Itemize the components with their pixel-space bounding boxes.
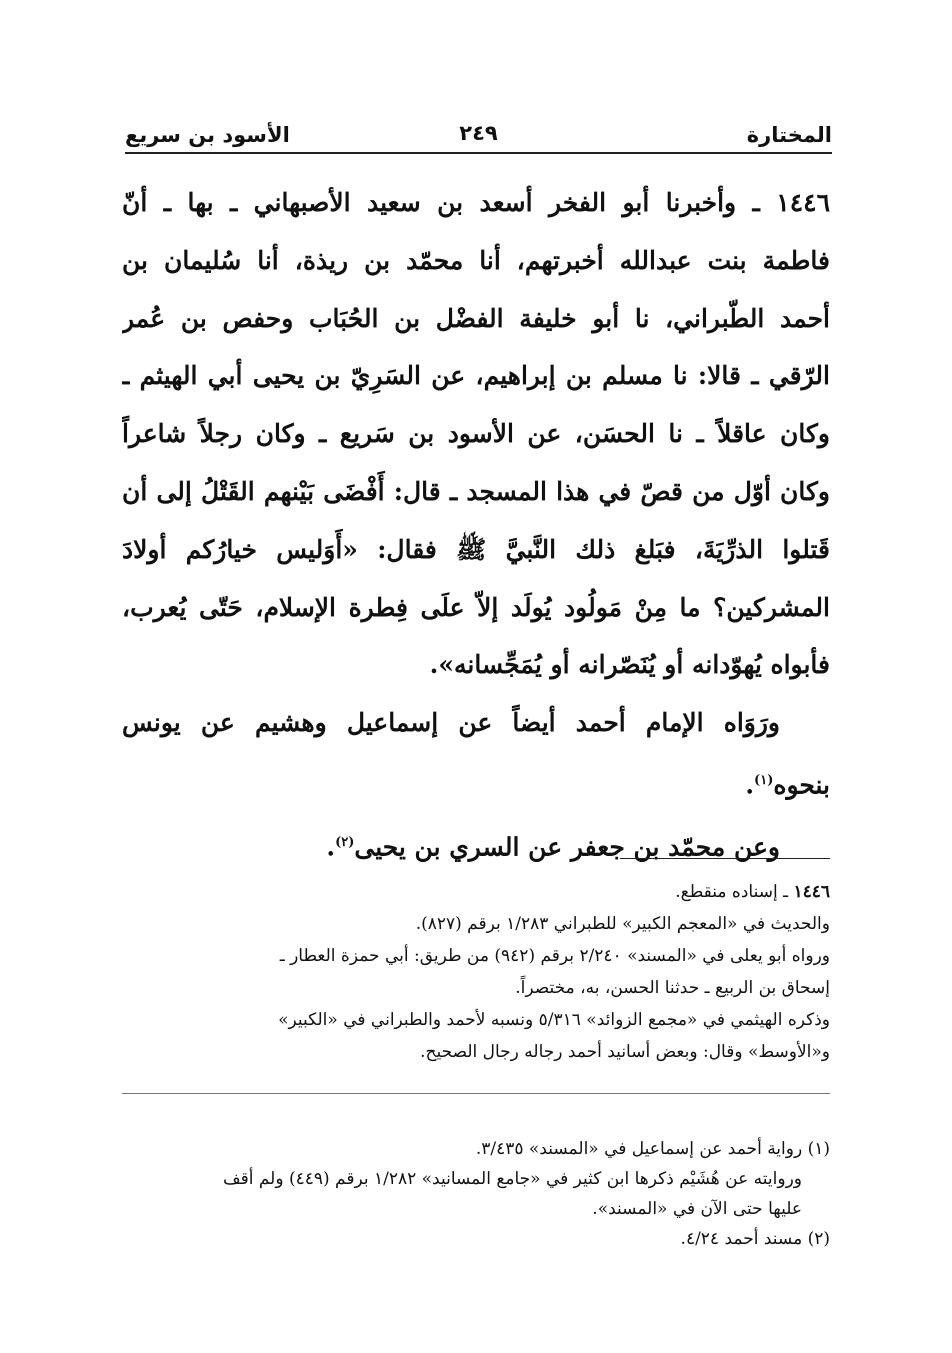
main-text bbox=[122, 174, 830, 876]
text-segment: . bbox=[745, 770, 755, 800]
takhrij-notes bbox=[122, 876, 830, 1068]
note-text: ـ إسناده منقطع. bbox=[675, 882, 789, 902]
note-line: ورواه أبو يعلى في «المسند» ٢/٢٤٠ برقم (٩٤٢) من طريق: أبي حمزة العطار ـ bbox=[279, 946, 830, 966]
running-header bbox=[125, 112, 832, 154]
footnote-line: (٢) مسند أحمد ٤/٢٤. bbox=[680, 1229, 830, 1249]
footnote-ref[interactable]: (١) bbox=[754, 772, 774, 788]
footnote-line: وروايته عن هُشَيْم ذكرها ابن كثير في «جامع المسانيد» ١/٢٨٢ برقم (٤٤٩) ولم أقف bbox=[222, 1169, 802, 1189]
text-line: ١٤٤٦ ـ وأخبرنا أبو الفخر أسعد بن سعيد الأصبهاني ـ بها ـ أنّ bbox=[122, 188, 830, 217]
page-number: ٢٤٩ bbox=[459, 121, 498, 145]
text-line: وكان عاقلاً ـ نا الحسَن، عن الأسود بن سَريع ـ وكان رجلاً شاعراً bbox=[122, 419, 830, 449]
text-segment: وعن محمّد بن جعفر عن السري بن يحيى bbox=[354, 832, 780, 862]
note-line: إسحاق بن الربيع ـ حدثنا الحسن، به، مختصراً. bbox=[515, 978, 830, 998]
footnote-divider-2 bbox=[122, 1093, 830, 1094]
note-number: ١٤٤٦ bbox=[793, 882, 830, 902]
text-segment: بنحوه bbox=[773, 770, 830, 800]
text-line: ورَوَاه الإمام أحمد أيضاً عن إسماعيل وهشيم عن يونس bbox=[122, 708, 780, 738]
text-line: الرّقي ـ قالا: نا مسلم بن إبراهيم، عن السَرِيّ بن يحيى أبي الهيثم ـ bbox=[122, 361, 830, 391]
text-line: وكان أوّل من قصّ في هذا المسجد ـ قال: أَفْضَى بَيْنهم القَتْلُ إلى أن bbox=[122, 476, 830, 506]
note-line: وذكره الهيثمي في «مجمع الزوائد» ٥/٣١٦ ونسبه لأحمد والطبراني في «الكبير» bbox=[278, 1010, 830, 1030]
narration-paragraph-2 bbox=[122, 814, 830, 876]
note-line: و«الأوسط» وقال: وبعض أسانيد أحمد رجاله رجال الصحيح. bbox=[420, 1042, 830, 1062]
text-line: فاطمة بنت عبدالله أخبرتهم، أنا محمّد بن ريذة، أنا سُليمان بن bbox=[122, 245, 830, 275]
footnote-divider bbox=[620, 858, 830, 859]
text-line: فأبواه يُهوّدانه أو يُنَصّرانه أو يُمَجِّسانه». bbox=[429, 650, 830, 680]
text-line: أحمد الطّبراني، نا أبو خليفة الفضْل بن الحُبَاب وحفص بن عُمر bbox=[122, 303, 830, 333]
narration-paragraph bbox=[122, 694, 830, 814]
text-line: المشركين؟ ما مِنْ مَولُود يُولَد إلاّ علَى فِطرة الإسلام، حَتّى يُعرب، bbox=[122, 592, 830, 622]
text-segment: . bbox=[326, 832, 336, 862]
hadith-paragraph bbox=[122, 174, 830, 694]
footnote-ref[interactable]: (٢) bbox=[335, 835, 355, 851]
footnotes bbox=[122, 1134, 830, 1254]
footnote-line: عليها حتى الآن في «المسند». bbox=[592, 1199, 802, 1219]
chapter-title: الأسود بن سريع bbox=[125, 123, 290, 147]
text-line bbox=[122, 752, 830, 814]
text-line: قَتلوا الذرِّيَةَ، فبَلغ ذلك النَّبيَّ ﷺ فقال: «أَوَليس خيارُكم أولادَ bbox=[122, 534, 830, 564]
book-title: المختارة bbox=[746, 123, 832, 147]
note-line: والحديث في «المعجم الكبير» للطبراني ١/٢٨٣ برقم (٨٢٧). bbox=[415, 914, 830, 934]
footnote-line: (١) رواية أحمد عن إسماعيل في «المسند» ٣/٤٣٥. bbox=[475, 1139, 830, 1159]
note-line bbox=[122, 876, 830, 908]
